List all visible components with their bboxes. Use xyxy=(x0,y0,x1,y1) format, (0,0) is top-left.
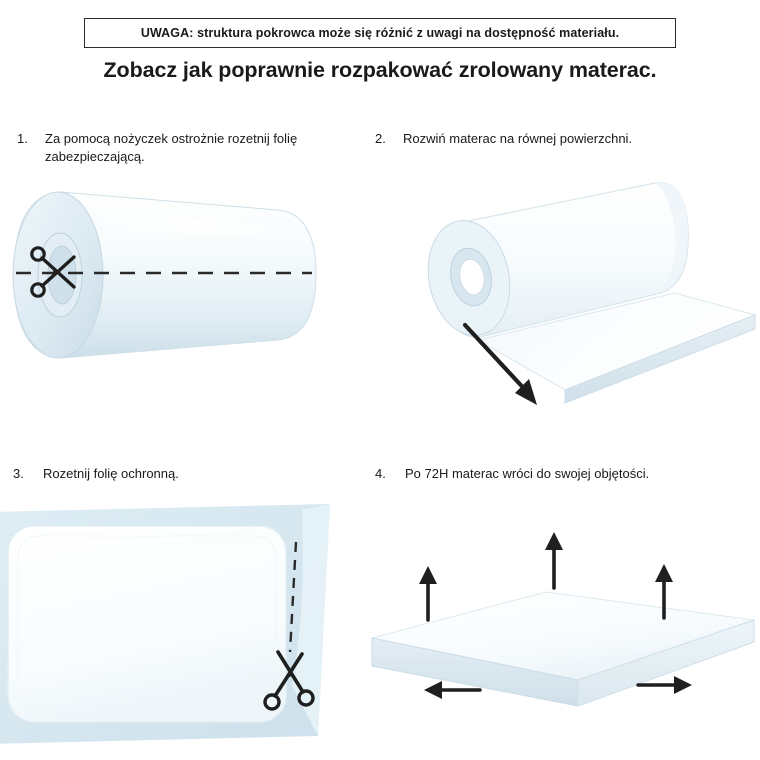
illustration-step-4 xyxy=(350,530,760,755)
step-4-text: Po 72H materac wróci do swojej objętości. xyxy=(405,466,650,481)
expanding-mattress-svg xyxy=(350,530,760,755)
expand-arrow-up-center xyxy=(545,532,563,588)
page-title: Zobacz jak poprawnie rozpakować zrolowany materac. xyxy=(103,58,657,82)
step-2-number: 2. xyxy=(375,131,386,146)
step-4-number: 4. xyxy=(375,466,386,481)
unrolling-mattress-svg xyxy=(355,165,760,430)
flat-mattress xyxy=(8,526,286,722)
illustration-step-2 xyxy=(355,165,760,430)
step-1-text: Za pomocą nożyczek ostrożnie rozetnij folię zabezpieczającą. xyxy=(45,131,298,164)
rolled-mattress-svg xyxy=(0,178,340,408)
illustration-step-3 xyxy=(0,500,345,750)
step-3-text: Rozetnij folię ochronną. xyxy=(43,466,179,481)
step-1-number: 1. xyxy=(17,131,28,146)
notice-banner xyxy=(84,18,676,48)
expand-arrow-up-left xyxy=(419,566,437,620)
step-3 xyxy=(13,465,343,483)
flat-mattress-foil-svg xyxy=(0,500,345,750)
step-2 xyxy=(375,130,715,148)
step-1 xyxy=(17,130,347,166)
step-3-number: 3. xyxy=(13,466,24,481)
step-4 xyxy=(375,465,730,483)
step-2-text: Rozwiń materac na równej powierzchni. xyxy=(403,131,633,146)
illustration-step-1 xyxy=(0,178,340,408)
notice-text: UWAGA: struktura pokrowca może się różnić z uwagi na dostępność materiału. xyxy=(140,26,620,40)
